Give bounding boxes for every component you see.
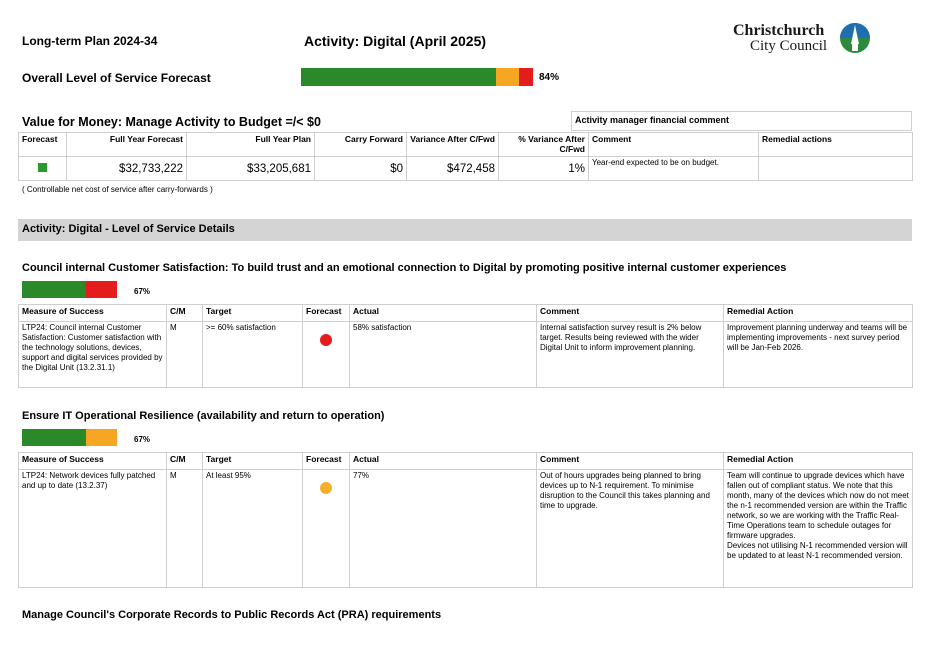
- actual-value: 77%: [350, 470, 537, 588]
- variance-value: $472,458: [407, 157, 499, 181]
- vfm-table: [18, 132, 913, 181]
- group-2-data-row: [19, 470, 913, 588]
- plan-title: Long-term Plan 2024-34: [22, 34, 158, 48]
- group-1-los-bar: [22, 281, 117, 298]
- group-1-title: Council internal Customer Satisfaction: To build trust and an emotional connection to Digital by promoting positive internal customer experiences: [22, 262, 787, 274]
- overall-los-percent: 84%: [539, 72, 560, 83]
- vfm-note: ( Controllable net cost of service after carry-forwards ): [22, 185, 213, 194]
- group-2-percent: 67%: [134, 435, 151, 444]
- col-comment: Comment: [537, 453, 724, 470]
- vfm-forecast-cell: [19, 157, 67, 181]
- col-remedial: Remedial Action: [724, 453, 913, 470]
- overall-los-label: Overall Level of Service Forecast: [22, 71, 211, 85]
- forecast-status-dot: [320, 334, 332, 346]
- target-value: >= 60% satisfaction: [203, 322, 303, 388]
- council-logo: [733, 22, 873, 56]
- los-details-banner: Activity: Digital - Level of Service Details: [18, 219, 912, 241]
- los-bar-segment: [22, 281, 86, 298]
- vfm-col-pct-variance: % Variance After C/Fwd: [499, 133, 589, 157]
- forecast-status-dot: [320, 482, 332, 494]
- target-value: At least 95%: [203, 470, 303, 588]
- carry-forward-value: $0: [315, 157, 407, 181]
- col-forecast: Forecast: [303, 453, 350, 470]
- vfm-comment: Year-end expected to be on budget.: [589, 157, 759, 181]
- los-bar-segment: [22, 429, 86, 446]
- forecast-status-square: [38, 163, 47, 172]
- col-forecast: Forecast: [303, 305, 350, 322]
- group-1-data-row: [19, 322, 913, 388]
- full-year-plan-value: $33,205,681: [187, 157, 315, 181]
- overall-los-bar: [301, 68, 533, 86]
- activity-title: Activity: Digital (April 2025): [304, 33, 487, 49]
- group-1-header-row: [19, 305, 913, 322]
- cathedral-emblem-icon: [839, 22, 871, 54]
- col-measure: Measure of Success: [19, 305, 167, 322]
- measure-text: LTP24: Network devices fully patched and up to date (13.2.37): [19, 470, 167, 588]
- vfm-title: Value for Money: Manage Activity to Budget =/< $0: [22, 115, 321, 129]
- remedial-text: Team will continue to upgrade devices which have fallen out of compliant status. We note that this month, many of the devices which now do not meet the n-1 recommended version are within the Traffic network, so we are working with the Traffic Real-Time Operations team to schedule outages for firmware upgrades. Devices not utilising N-1 recommended version will be updated to at least N-1 recommended version.: [724, 470, 913, 588]
- vfm-header-row: [19, 133, 913, 157]
- pct-variance-value: 1%: [499, 157, 589, 181]
- col-actual: Actual: [350, 453, 537, 470]
- fin-comment-title: Activity manager financial comment: [575, 115, 730, 125]
- measure-text: LTP24: Council internal Customer Satisfaction: Customer satisfaction with the technology solutions, devices, support and digital services provided by the Digital Unit (13.2.31.1): [19, 322, 167, 388]
- group-3-title: Manage Council's Corporate Records to Public Records Act (PRA) requirements: [22, 609, 442, 621]
- vfm-data-row: [19, 157, 913, 181]
- group-1-table: [18, 304, 913, 388]
- group-2-header-row: [19, 453, 913, 470]
- col-remedial: Remedial Action: [724, 305, 913, 322]
- vfm-col-carry-forward: Carry Forward: [315, 133, 407, 157]
- logo-line-1: Christchurch: [733, 22, 825, 39]
- col-target: Target: [203, 305, 303, 322]
- logo-line-2: City Council: [750, 38, 828, 54]
- col-comment: Comment: [537, 305, 724, 322]
- col-actual: Actual: [350, 305, 537, 322]
- los-bar-segment: [519, 68, 533, 86]
- cm-value: M: [167, 470, 203, 588]
- col-cm: C/M: [167, 453, 203, 470]
- los-bar-segment: [86, 429, 117, 446]
- los-bar-segment: [86, 281, 117, 298]
- group-1-percent: 67%: [134, 287, 151, 296]
- col-measure: Measure of Success: [19, 453, 167, 470]
- cm-value: M: [167, 322, 203, 388]
- group-2-title: Ensure IT Operational Resilience (availability and return to operation): [22, 410, 385, 422]
- forecast-cell: [303, 470, 350, 588]
- los-bar-segment: [496, 68, 519, 86]
- forecast-cell: [303, 322, 350, 388]
- vfm-col-full-year-plan: Full Year Plan: [187, 133, 315, 157]
- comment-text: Out of hours upgrades being planned to bring devices up to N-1 requirement. To minimise disruption to the Council this takes planning and time to upgrade.: [537, 470, 724, 588]
- fin-comment-box: [571, 111, 912, 131]
- group-2-los-bar: [22, 429, 117, 446]
- los-bar-segment: [301, 68, 496, 86]
- vfm-remedial: [759, 157, 913, 181]
- vfm-col-full-year-forecast: Full Year Forecast: [67, 133, 187, 157]
- vfm-col-forecast: Forecast: [19, 133, 67, 157]
- full-year-forecast-value: $32,733,222: [67, 157, 187, 181]
- actual-value: 58% satisfaction: [350, 322, 537, 388]
- vfm-col-comment: Comment: [589, 133, 759, 157]
- remedial-text: Improvement planning underway and teams will be implementing improvements - next survey period will be Jan-Feb 2026.: [724, 322, 913, 388]
- col-cm: C/M: [167, 305, 203, 322]
- col-target: Target: [203, 453, 303, 470]
- vfm-col-remedial: Remedial actions: [759, 133, 913, 157]
- comment-text: Internal satisfaction survey result is 2% below target. Results being reviewed with the wider Digital Unit to inform improvement planning.: [537, 322, 724, 388]
- group-2-table: [18, 452, 913, 588]
- vfm-col-variance: Variance After C/Fwd: [407, 133, 499, 157]
